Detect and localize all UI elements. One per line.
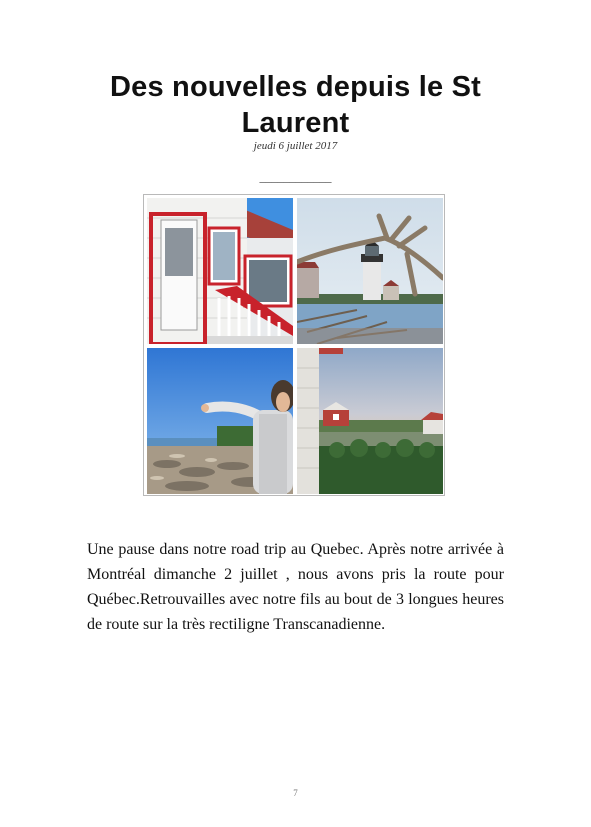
post-date: jeudi 6 juillet 2017 [253,140,338,152]
page-number: 7 [293,788,298,798]
photo-house [147,198,293,344]
article-paragraph: Une pause dans notre road trip au Quebec. Après notre arrivée à Montréal dimanche 2 juillet , nous avons pris la route pour Québec.Retrouvailles avec notre fils au bout de 3 longues heures de route sur la très rectiligne Transcanadienne. [87,541,504,633]
photo-sunset-field [297,348,443,494]
separator-line: ____________ [259,170,332,184]
photo-collage [143,194,445,496]
photo-lighthouse [297,198,443,344]
page-title: Des nouvelles depuis le St Laurent [109,71,482,139]
photo-shore-person [147,348,293,494]
